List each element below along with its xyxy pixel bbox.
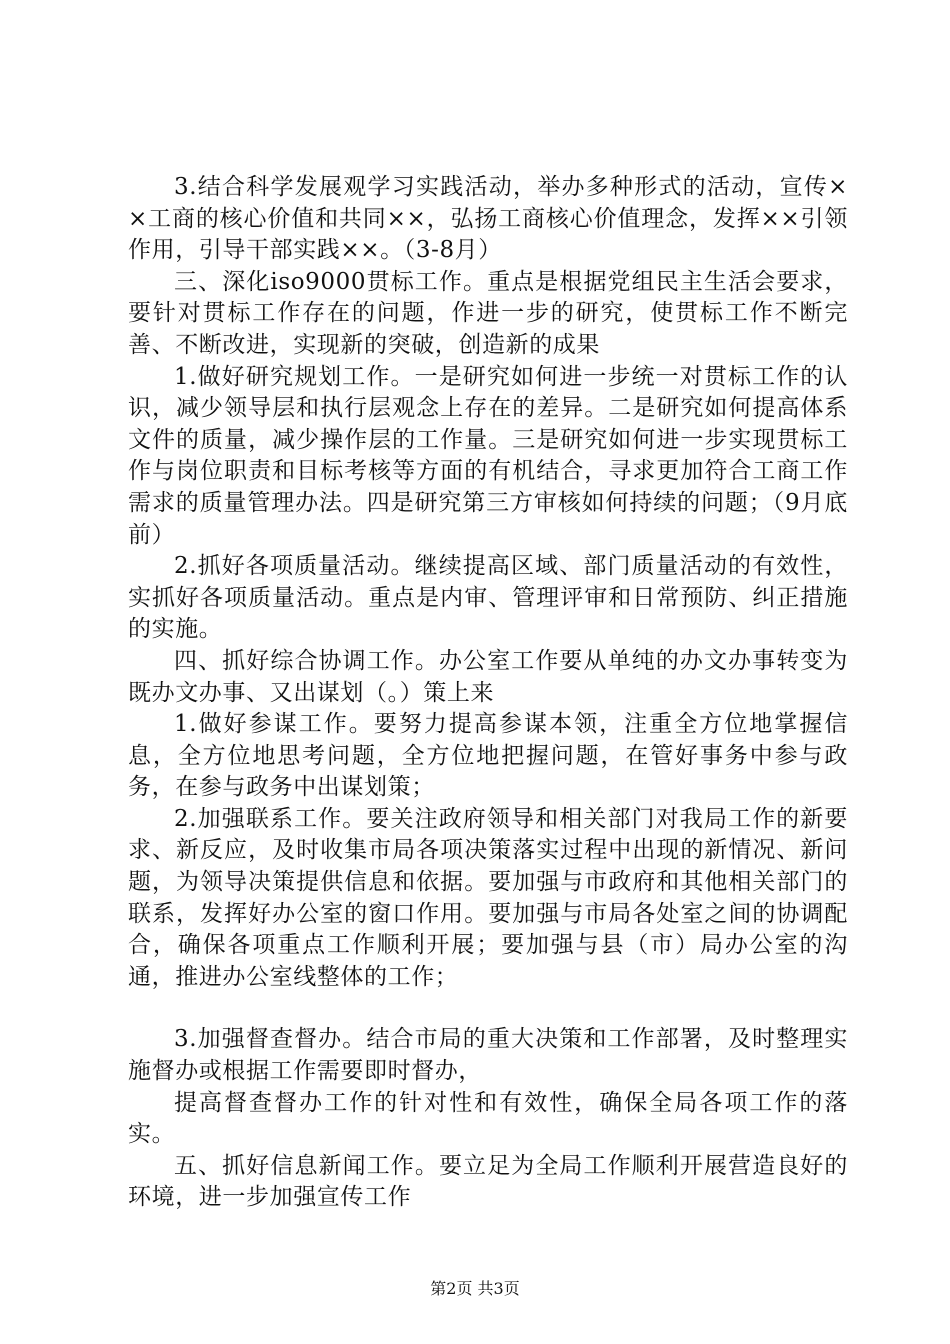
paragraph-liaison-work: 2.加强联系工作。要关注政府领导和相关部门对我局工作的新要求、新反应，及时收集市局各项决策落实过程中出现的新情况、新问题，为领导决策提供信息和依据。要加强与市政府和其他相关部门的联系，发挥好办公室的窗口作用。要加强与市局各处室之间的协调配合，确保各项重点工作顺利开展；要加强与县（市）局办公室的沟通，推进办公室线整体的工作；: [128, 805, 848, 990]
page-footer: 第2页 共3页: [430, 1279, 520, 1298]
paragraph-advisory-work: 1.做好参谋工作。要努力提高参谋本领，注重全方位地掌握信息，全方位地思考问题，全方位地把握问题，在管好事务中参与政务，在参与政务中出谋划策；: [128, 711, 848, 801]
paragraph-research-planning: 1.做好研究规划工作。一是研究如何进一步统一对贯标工作的认识，减少领导层和执行层观念上存在的差异。二是研究如何提高体系文件的质量，减少操作层的工作量。三是研究如何进一步实现贯标工作与岗位职责和目标考核等方面的有机结合，寻求更加符合工商工作需求的质量管理办法。四是研究第三方审核如何持续的问题；（9月底前）: [128, 363, 848, 548]
paragraph-section-four-coordination: 四、抓好综合协调工作。办公室工作要从单纯的办文办事转变为既办文办事、又出谋划（。）策上来: [128, 647, 848, 706]
paragraph-supervision: 3.加强督查督办。结合市局的重大决策和工作部署，及时整理实施督办或根据工作需要即时督办，: [128, 1026, 848, 1085]
paragraph-supervision-effectiveness: 提高督查督办工作的针对性和有效性，确保全局各项工作的落实。: [128, 1089, 848, 1148]
document-body: [128, 172, 848, 1214]
paragraph-3-core-values: 3.结合科学发展观学习实践活动，举办多种形式的活动，宣传××工商的核心价值和共同××，弘扬工商核心价值理念，发挥××引领作用，引导干部实践××。（3-8月）: [128, 174, 848, 264]
paragraph-section-five-news: 五、抓好信息新闻工作。要立足为全局工作顺利开展营造良好的环境，进一步加强宣传工作: [128, 1152, 848, 1211]
paragraph-section-three-iso9000: 三、深化iso9000贯标工作。重点是根据党组民主生活会要求，要针对贯标工作存在的问题，作进一步的研究，使贯标工作不断完善、不断改进，实现新的突破，创造新的成果: [128, 268, 848, 358]
paragraph-quality-activities: 2.抓好各项质量活动。继续提高区域、部门质量活动的有效性，实抓好各项质量活动。重点是内审、管理评审和日常预防、纠正措施的实施。: [128, 553, 848, 643]
